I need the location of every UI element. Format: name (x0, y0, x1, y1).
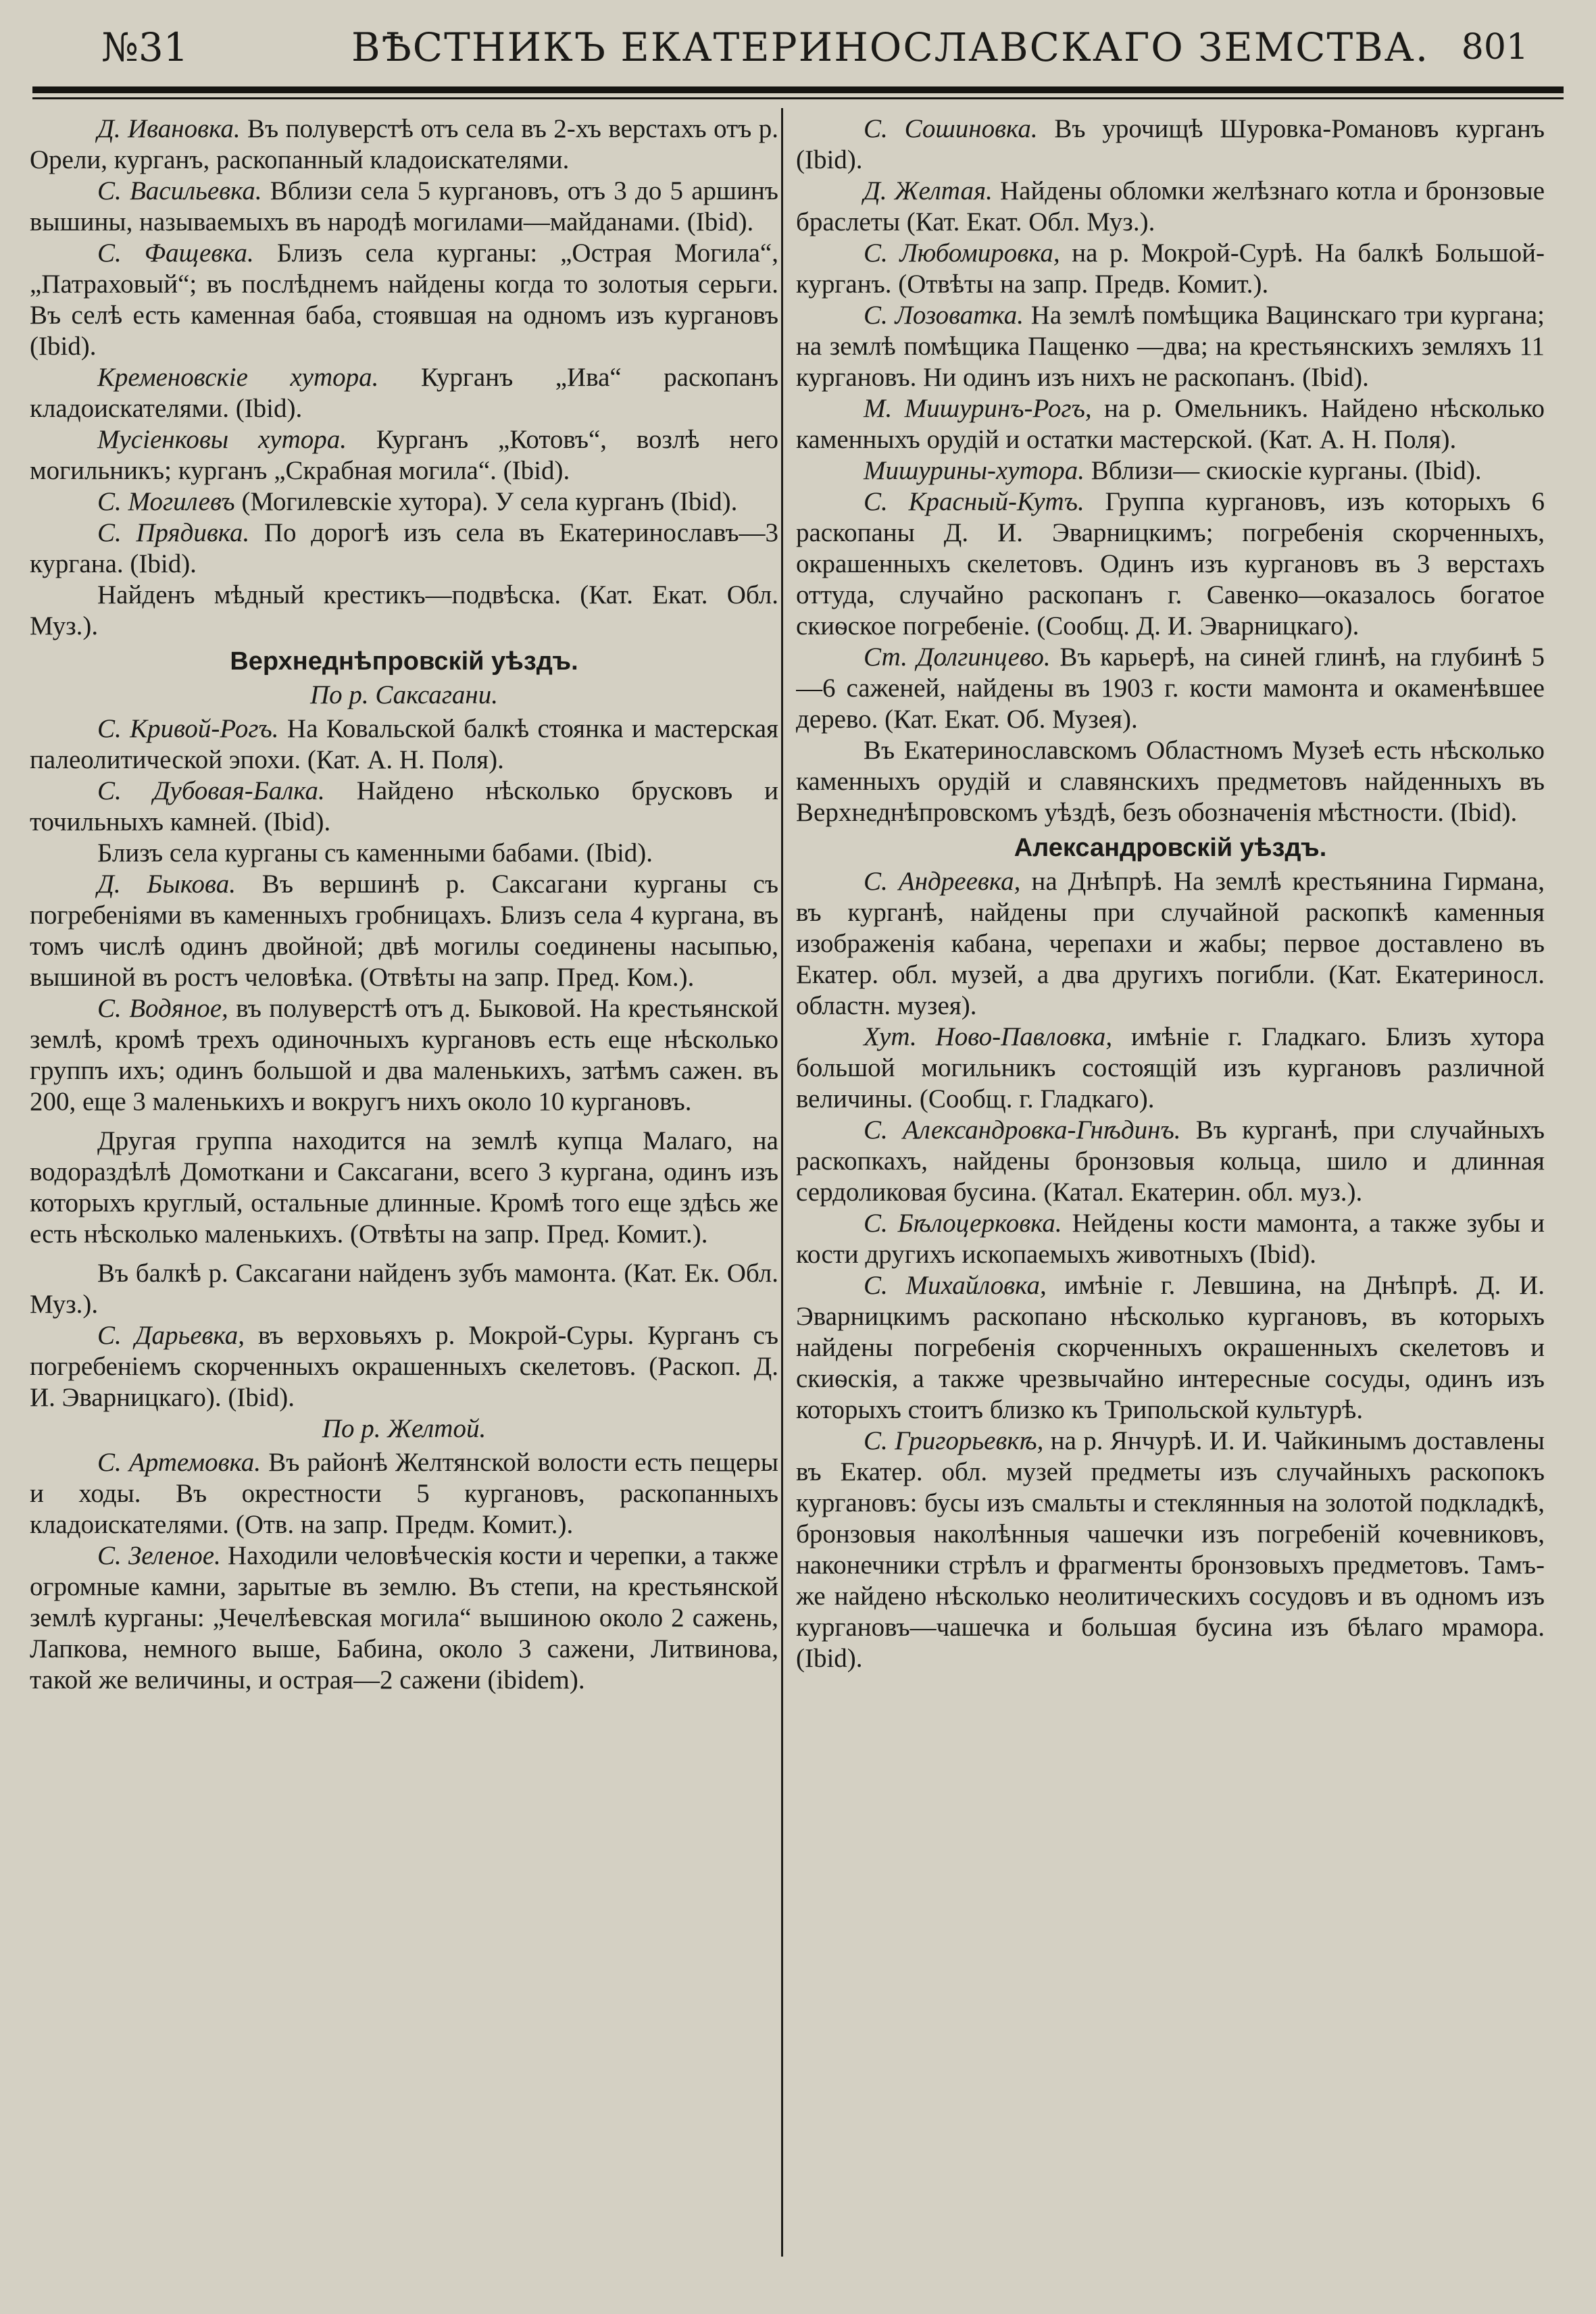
entry-text: имѣніе г. Гладкаго. Близъ хутора большой могильникъ состоящій изъ кургановъ различной величины. (Сообщ. г. Гладкаго). (796, 1022, 1545, 1113)
place-name: С. Григорьевкѣ, (864, 1426, 1044, 1455)
gazetteer-entry (30, 713, 778, 776)
place-name: Д. Желтая. (864, 176, 993, 205)
gazetteer-entry (796, 735, 1545, 828)
place-name: С. Могилевъ (97, 487, 235, 516)
place-name: С. Васильевка. (97, 176, 262, 205)
gazetteer-entry (796, 486, 1545, 642)
gazetteer-entry (796, 1426, 1545, 1674)
section-heading: Верхнеднѣпровскій уѣздъ. (230, 647, 578, 676)
entry-text: Найдено нѣсколько брусковъ и точильныхъ камней. (Ibid). (30, 776, 778, 836)
entry-text: Курганъ „Котовъ“, возлѣ него могильникъ; курганъ „Скрабная могила“. (Ibid). (30, 425, 778, 485)
subsection-heading: По р. Саксагани. (309, 680, 499, 709)
entry-text: Въ курганѣ, при случайныхъ раскопкахъ, найдены бронзовыя кольца, шило и длинная сердоликовая бусина. (Катал. Екатерин. обл. муз.). (796, 1115, 1545, 1207)
place-name: С. Водяное, (97, 994, 228, 1023)
entry-text: на р. Омельникъ. Найдено нѣсколько каменныхъ орудій и остатки мастерской. (Кат. А. Н. Поля). (796, 394, 1545, 454)
gazetteer-entry (30, 114, 778, 176)
place-name: С. Лозоватка. (864, 301, 1024, 330)
place-name: Д. Ивановка. (97, 114, 241, 143)
issue-number: №31 (101, 24, 189, 70)
entry-text: На Ковальской балкѣ стоянка и мастерская палеолитической эпохи. (Кат. А. Н. Поля). (30, 714, 778, 774)
place-name: Хут. Ново-Павловка, (864, 1022, 1113, 1051)
place-name: С. Дубовая-Балка. (97, 776, 325, 805)
left-column (30, 114, 778, 2248)
entry-text: Въ балкѣ р. Саксагани найденъ зубъ мамонта. (Кат. Ек. Обл. Муз.). (30, 1259, 778, 1319)
place-name: Кременовскіе хутора. (97, 363, 379, 392)
entry-text: на р. Янчурѣ. И. И. Чайкинымъ доставлены въ Екатер. обл. музей предметы изъ случайныхъ раскопокъ кургановъ: бусы изъ смальты и стеклянныя на золотой подкладкѣ, бронзовыя наколѣнныя чашечки изъ погребеній кочевниковъ, наконечники стрѣлъ и фрагменты бронзовыхъ предметовъ. Тамъ-же найдено нѣсколько неолитическихъ сосудовъ и въ одномъ изъ кургановъ—чашечка и большая бусина изъ бѣлаго мрамора. (Ibid). (796, 1426, 1545, 1673)
place-name: С. Красный-Кутъ. (864, 487, 1084, 516)
place-name: С. Артемовка. (97, 1448, 261, 1477)
gazetteer-entry (796, 1115, 1545, 1208)
header-rule-thick (32, 86, 1564, 93)
entry-text: Группа кургановъ, изъ которыхъ 6 раскопаны Д. И. Эварницкимъ; погребенія скорченныхъ, окрашенныхъ скелетовъ. Одинъ изъ кургановъ въ 3 верстахъ оттуда, случайно раскопанъ г. Савенко—оказалось богатое скиѳское погребеніе. (Сообщ. Д. И. Эварницкаго). (796, 487, 1545, 640)
header-rule-thin (32, 97, 1564, 99)
place-name: С. Любомировка, (864, 238, 1060, 268)
gazetteer-entry (796, 455, 1545, 486)
section-heading: Александровскій уѣздъ. (1014, 834, 1327, 862)
entry-text: Въ районѣ Желтянской волости есть пещеры и ходы. Въ окрестности 5 кургановъ, раскопанныхъ кладоискателями. (Отв. на запр. Предм. Комит.). (30, 1448, 778, 1539)
column-divider (781, 108, 783, 2257)
entry-text: Въ урочищѣ Шуровка-Романовъ курганъ (Ibid). (796, 114, 1545, 174)
gazetteer-entry (30, 580, 778, 642)
gazetteer-entry (30, 518, 778, 580)
place-name: Мусіенковы хутора. (97, 425, 347, 454)
entry-text: Близъ села курганы: „Острая Могила“, „Патраховый“; въ послѣднемъ найдены когда то золотыя серьги. Въ селѣ есть каменная баба, стоявшая на одномъ изъ кургановъ (Ibid). (30, 238, 778, 361)
entry-text: Курганъ „Ива“ раскопанъ кладоискателями. (Ibid). (30, 363, 778, 423)
gazetteer-entry (30, 993, 778, 1117)
journal-title: ВѢСТНИКЪ ЕКАТЕРИНОСЛАВСКАГО ЗЕМСТВА. (351, 24, 1430, 70)
gazetteer-entry (30, 1126, 778, 1250)
gazetteer-entry (796, 300, 1545, 393)
subsection-heading: По р. Желтой. (322, 1414, 487, 1443)
entry-text: Вблизи— скиоскіе курганы. (Ibid). (1084, 456, 1482, 485)
gazetteer-entry (796, 866, 1545, 1022)
gazetteer-entry (796, 1022, 1545, 1115)
entry-text: Найденъ мѣдный крестикъ—подвѣска. (Кат. Екат. Обл. Муз.). (30, 580, 778, 640)
entry-text: Въ вершинѣ р. Саксагани курганы съ погребеніями въ каменныхъ гробницахъ. Близъ села 4 кургана, въ томъ числѣ одинъ двойной; двѣ могилы соединены насыпью, вышиной въ ростъ человѣка. (Отвѣты на запр. Пред. Ком.). (30, 870, 778, 992)
gazetteer-entry (30, 869, 778, 993)
gazetteer-entry (30, 486, 778, 518)
entry-text: въ верховьяхъ р. Мокрой-Суры. Курганъ съ погребеніемъ скорченныхъ окрашенныхъ скелетовъ. (Раскоп. Д. И. Эварницкаго). (Ibid). (30, 1321, 778, 1412)
place-name: Ст. Долгинцево. (864, 643, 1051, 672)
place-name: С. Прядивка. (97, 518, 250, 547)
place-name: С. Александровка-Гнѣдинъ. (864, 1115, 1181, 1145)
right-column (796, 114, 1545, 2248)
entry-text: Въ карьерѣ, на синей глинѣ, на глубинѣ 5—6 саженей, найдены въ 1903 г. кости мамонта и окаменѣвшее дерево. (Кат. Екат. Об. Музея). (796, 643, 1545, 734)
place-name: С. Андреевка, (864, 867, 1021, 896)
entry-text: На землѣ помѣщика Вацинскаго три кургана; на землѣ помѣщика Пащенко —два; на крестьянскихъ земляхъ 11 кургановъ. Ни одинъ изъ нихъ не раскопанъ. (Ibid). (796, 301, 1545, 392)
gazetteer-entry (30, 238, 778, 362)
entry-text: на Днѣпрѣ. На землѣ крестьянина Гирмана, въ курганѣ, найдены при случайной раскопкѣ каменныя изображенія кабана, черепахи и жабы; первое доставлено въ Екатер. обл. музей, а два другихъ погибли. (Кат. Екатериносл. областн. музея). (796, 867, 1545, 1020)
entry-text: Другая группа находится на землѣ купца Малаго, на водораздѣлѣ Домоткани и Саксагани, всего 3 кургана, одинъ изъ которыхъ круглый, остальные длинные. Кромѣ того еще здѣсь же есть нѣсколько маленькихъ. (Отвѣты на запр. Пред. Комит.). (30, 1126, 778, 1249)
entry-text: на р. Мокрой-Сурѣ. На балкѣ Большой-курганъ. (Отвѣты на запр. Предв. Комит.). (796, 238, 1545, 299)
place-name: С. Зеленое. (97, 1541, 221, 1570)
gazetteer-entry (796, 1270, 1545, 1426)
entry-text: Вблизи села 5 кургановъ, отъ 3 до 5 аршинъ вышины, называемыхъ въ народѣ могилами—майданами. (Ibid). (30, 176, 778, 236)
gazetteer-entry (30, 1447, 778, 1540)
gazetteer-entry (796, 114, 1545, 176)
entry-text: Въ полуверстѣ отъ села въ 2-хъ верстахъ отъ р. Орели, курганъ, раскопанный кладоискателями. (30, 114, 778, 174)
gazetteer-entry (30, 838, 778, 869)
entry-text: Найдены обломки желѣзнаго котла и бронзовые браслеты (Кат. Екат. Обл. Муз.). (796, 176, 1545, 236)
gazetteer-entry (30, 1258, 778, 1320)
gazetteer-entry (796, 238, 1545, 300)
page-number: 801 (1461, 27, 1528, 68)
place-name: Д. Быкова. (97, 870, 236, 899)
place-name: Мишурины-хутора. (864, 456, 1085, 485)
place-name: М. Мишуринъ-Рогъ, (864, 394, 1092, 423)
entry-text: Близъ села курганы съ каменными бабами. (Ibid). (97, 838, 653, 867)
gazetteer-entry (796, 1208, 1545, 1270)
entry-text: (Могилевскіе хутора). У села курганъ (Ibid). (234, 487, 738, 516)
gazetteer-entry (796, 642, 1545, 735)
gazetteer-entry (30, 776, 778, 838)
entry-text: въ полуверстѣ отъ д. Быковой. На крестьянской землѣ, кромѣ трехъ одиночныхъ кургановъ есть еще нѣсколько группъ ихъ; одинъ большой и два маленькихъ, затѣмъ сажен. въ 200, еще 3 маленькихъ и вокругъ нихъ около 10 кургановъ. (30, 994, 778, 1116)
place-name: С. Фащевка. (97, 238, 254, 268)
place-name: С. Сошиновка. (864, 114, 1038, 143)
entry-text: имѣніе г. Левшина, на Днѣпрѣ. Д. И. Эварницкимъ раскопано нѣсколько кургановъ, въ которыхъ найдены погребенія скорченныхъ окрашенныхъ скелетовъ и скиѳскія, а также чрезвычайно интересные сосуды, одинъ изъ которыхъ стоитъ близко къ Трипольской культурѣ. (796, 1271, 1545, 1424)
gazetteer-entry (30, 362, 778, 424)
gazetteer-entry (30, 424, 778, 486)
entry-text: Находили человѣческія кости и черепки, а также огромные камни, зарытые въ землю. Въ степи, на крестьянской землѣ курганы: „Чечелѣевская могила“ вышиною около 2 сажень, Лапкова, немного выше, Бабина, около 3 сажени, Литвинова, такой же величины, и острая—2 сажени (ibidem). (30, 1541, 778, 1694)
entry-text: По дорогѣ изъ села въ Екатеринославъ—3 кургана. (Ibid). (30, 518, 778, 578)
gazetteer-entry (30, 176, 778, 238)
place-name: С. Бѣлоцерковка. (864, 1209, 1062, 1238)
page-header (27, 20, 1569, 95)
gazetteer-entry (796, 393, 1545, 455)
place-name: С. Дарьевка, (97, 1321, 245, 1350)
entry-text: Въ Екатеринославскомъ Областномъ Музеѣ есть нѣсколько каменныхъ орудій и славянскихъ предметовъ найденныхъ въ Верхнеднѣпровскомъ уѣздѣ, безъ обозначенія мѣстности. (Ibid). (796, 736, 1545, 827)
place-name: С. Михайловка, (864, 1271, 1047, 1300)
entry-text: Нейдены кости мамонта, а также зубы и кости другихъ ископаемыхъ животныхъ (Ibid). (796, 1209, 1545, 1269)
place-name: С. Кривой-Рогъ. (97, 714, 279, 743)
gazetteer-entry (30, 1540, 778, 1696)
gazetteer-entry (796, 176, 1545, 238)
gazetteer-entry (30, 1320, 778, 1413)
